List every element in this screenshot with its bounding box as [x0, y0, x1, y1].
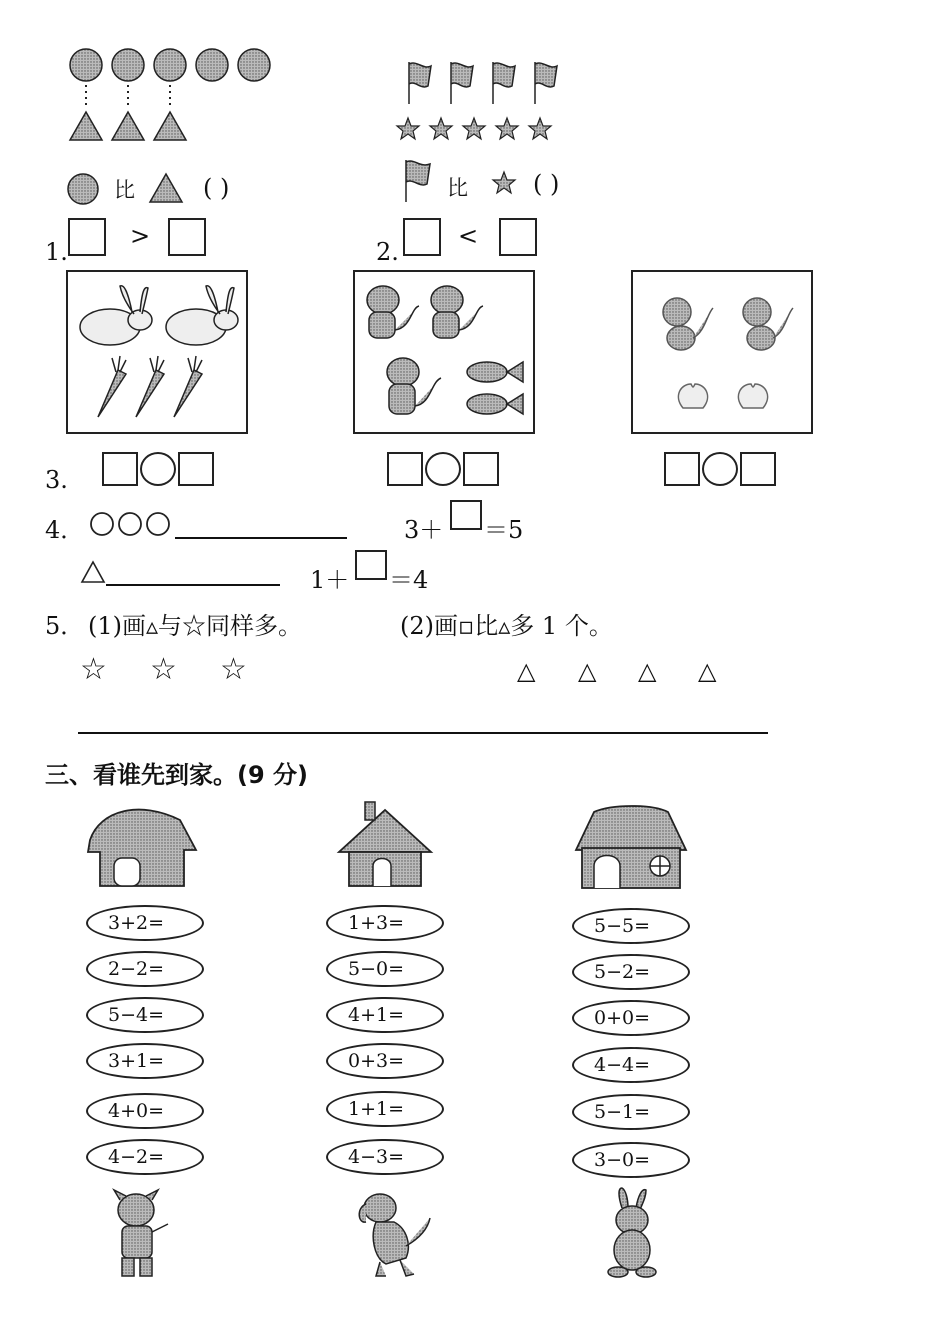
q4-eq2-box[interactable] [355, 550, 387, 580]
q5-number: 5． [45, 612, 85, 640]
q4-eq2-right: ＝4 [389, 566, 429, 594]
q3-box-3b[interactable] [740, 452, 776, 486]
q5-triangle-1: △ [517, 656, 536, 685]
oval-c3-4[interactable]: 4−4= [572, 1047, 690, 1083]
q2-number: 2. [376, 238, 399, 266]
circle-icon [66, 172, 100, 206]
q5-triangle-3: △ [638, 656, 657, 685]
q3-box-1a[interactable] [102, 452, 138, 486]
oval-c2-2[interactable]: 5−0= [326, 951, 444, 987]
q5-part1: (1)画▵与☆同样多。 [88, 612, 303, 640]
compare-word-right: 比 [447, 176, 468, 200]
q2-box-a[interactable] [403, 218, 441, 256]
house-3-icon [572, 800, 690, 892]
q5-star-1: ☆ [80, 652, 107, 687]
q5-triangle-4: △ [698, 656, 717, 685]
star-icon [491, 170, 517, 194]
house-1-icon [80, 800, 200, 890]
q1-box-b[interactable] [168, 218, 206, 256]
q5-answer-line[interactable] [78, 712, 768, 734]
q5-triangle-2: △ [578, 656, 597, 685]
pig-icon [104, 1188, 174, 1282]
answer-paren-left[interactable]: ( ) [203, 174, 230, 202]
q3-box-1b[interactable] [178, 452, 214, 486]
oval-c1-1[interactable]: 3+2= [86, 905, 204, 941]
house-2-icon [335, 800, 435, 892]
q5-star-3: ☆ [220, 652, 247, 687]
q1-box-a[interactable] [68, 218, 106, 256]
rabbits-carrots-illustration [68, 272, 250, 436]
q4-answer-line-2[interactable] [106, 562, 280, 586]
q5-part2: (2)画▫比▵多 1 个。 [400, 612, 613, 640]
circle-row [70, 49, 270, 81]
q3-box-3a[interactable] [664, 452, 700, 486]
oval-c3-5[interactable]: 5−1= [572, 1094, 690, 1130]
triangle-icon [148, 172, 184, 204]
circles-triangles-figure [60, 40, 290, 150]
oval-c1-2[interactable]: 2−2= [86, 951, 204, 987]
oval-c2-3[interactable]: 4+1= [326, 997, 444, 1033]
oval-c3-3[interactable]: 0+0= [572, 1000, 690, 1036]
q3-circle-1[interactable] [140, 452, 176, 486]
cats-fish-illustration [355, 272, 537, 436]
section3-title: 三、看谁先到家。(9 分) [45, 761, 308, 789]
flags-stars-figure [395, 58, 565, 148]
oval-c1-4[interactable]: 3+1= [86, 1043, 204, 1079]
flag-icon [400, 158, 436, 204]
three-circles [88, 510, 174, 538]
oval-c3-6[interactable]: 3−0= [572, 1142, 690, 1178]
q3-number: 3. [45, 466, 68, 494]
q4-eq1-box[interactable] [450, 500, 482, 530]
oval-c3-2[interactable]: 5−2= [572, 954, 690, 990]
q1-operator: > [130, 222, 151, 250]
q4-eq1-right: ＝5 [484, 516, 524, 544]
picture-monkeys-peaches [631, 270, 813, 434]
answer-paren-right[interactable]: ( ) [533, 170, 560, 198]
oval-c2-5[interactable]: 1+1= [326, 1091, 444, 1127]
hollow-triangle-icon [80, 560, 106, 584]
picture-cats-fish [353, 270, 535, 434]
q4-number: 4． [45, 516, 85, 544]
oval-c1-6[interactable]: 4−2= [86, 1139, 204, 1175]
oval-c3-1[interactable]: 5−5= [572, 908, 690, 944]
q5-star-2: ☆ [150, 652, 177, 687]
oval-c2-4[interactable]: 0+3= [326, 1043, 444, 1079]
q4-eq1-left: 3＋ [404, 516, 444, 544]
q3-circle-3[interactable] [702, 452, 738, 486]
oval-c2-1[interactable]: 1+3= [326, 905, 444, 941]
oval-c2-6[interactable]: 4−3= [326, 1139, 444, 1175]
q3-circle-2[interactable] [425, 452, 461, 486]
q2-box-b[interactable] [499, 218, 537, 256]
q4-answer-line-1[interactable] [175, 515, 347, 539]
q3-box-2a[interactable] [387, 452, 423, 486]
q2-operator: < [458, 222, 479, 250]
q1-number: 1. [45, 238, 68, 266]
compare-word-left: 比 [114, 178, 135, 202]
q4-eq2-left: 1＋ [310, 566, 350, 594]
q3-box-2b[interactable] [463, 452, 499, 486]
picture-rabbits-carrots [66, 270, 248, 434]
dog-icon [356, 1188, 436, 1282]
triangle-row [70, 112, 186, 140]
monkeys-peaches-illustration [633, 272, 815, 436]
oval-c1-5[interactable]: 4+0= [86, 1093, 204, 1129]
oval-c1-3[interactable]: 5−4= [86, 997, 204, 1033]
rabbit-icon [598, 1186, 668, 1282]
